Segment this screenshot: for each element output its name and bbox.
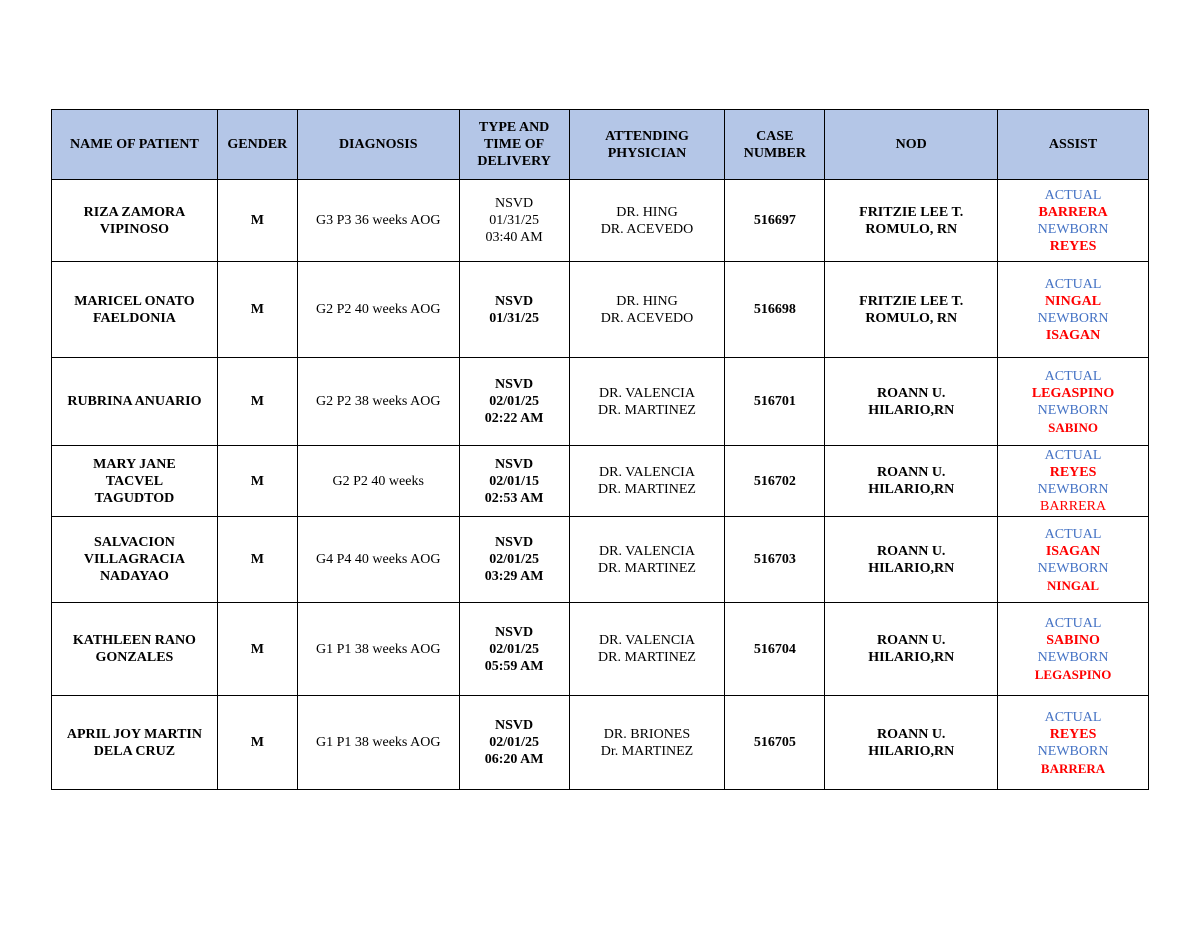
diagnosis-cell: G2 P2 38 weeks AOG [297, 358, 459, 446]
nod-line: HILARIO,RN [868, 402, 955, 418]
patient-name-cell [52, 603, 218, 696]
delivery-log-table [51, 109, 1149, 790]
nod-line: HILARIO,RN [868, 743, 955, 759]
delivery-type: NSVD [495, 456, 534, 472]
physician-line: DR. MARTINEZ [598, 650, 696, 665]
diagnosis-cell: G3 P3 36 weeks AOG [297, 180, 459, 262]
delivery-time: 02:22 AM [484, 411, 544, 426]
assist-newborn-label: NEWBORN [1037, 402, 1109, 418]
nod-cell [825, 517, 998, 603]
nod-line: HILARIO,RN [868, 560, 955, 576]
assist-cell [998, 262, 1149, 358]
assist-actual-name: SABINO [1046, 633, 1100, 648]
assist-actual-name: ISAGAN [1045, 543, 1101, 559]
delivery-date: 02/01/15 [489, 473, 539, 489]
delivery-cell [459, 446, 569, 517]
nod-cell [825, 603, 998, 696]
delivery-date: 02/01/25 [489, 641, 539, 657]
table-row [52, 517, 1149, 603]
header-physician-line: PHYSICIAN [607, 145, 687, 161]
patient-name-line: MARICEL ONATO [74, 293, 195, 309]
delivery-type: NSVD [495, 196, 534, 211]
case-number-cell: 516705 [725, 696, 825, 790]
delivery-type: NSVD [495, 624, 534, 640]
gender-cell: M [217, 517, 297, 603]
patient-name-line: FAELDONIA [92, 310, 176, 326]
patient-name-line: RIZA ZAMORA [83, 204, 186, 220]
assist-actual-label: ACTUAL [1044, 448, 1102, 463]
table-header-row [52, 110, 1149, 180]
assist-actual-label: ACTUAL [1044, 368, 1102, 384]
header-name-of-patient: NAME OF PATIENT [52, 110, 218, 180]
patient-name-line: APRIL JOY MARTIN [66, 726, 202, 742]
assist-actual-name: NINGAL [1045, 293, 1102, 309]
physician-line: DR. VALENCIA [599, 385, 695, 401]
diagnosis-cell: G2 P2 40 weeks [297, 446, 459, 517]
assist-cell [998, 517, 1149, 603]
nod-line: ROMULO, RN [865, 310, 958, 326]
physician-line: DR. BRIONES [603, 726, 691, 742]
assist-newborn-name: ISAGAN [1045, 327, 1101, 343]
physician-line: DR. ACEVEDO [600, 221, 694, 237]
assist-actual-label: ACTUAL [1044, 709, 1102, 725]
assist-newborn-label: NEWBORN [1037, 743, 1109, 759]
patient-name-cell [52, 180, 218, 262]
nod-line: FRITZIE LEE T. [859, 293, 964, 309]
assist-newborn-name: SABINO [1048, 419, 1098, 435]
assist-newborn-name: BARRERA [1039, 499, 1107, 514]
delivery-date: 01/31/25 [489, 213, 539, 228]
physician-cell [569, 517, 725, 603]
header-assist: ASSIST [998, 110, 1149, 180]
physician-cell [569, 446, 725, 517]
assist-cell [998, 446, 1149, 517]
assist-cell [998, 696, 1149, 790]
physician-cell [569, 696, 725, 790]
patient-name-line: MARY JANE [93, 456, 176, 472]
assist-actual-label: ACTUAL [1044, 526, 1102, 542]
case-number-cell: 516697 [725, 180, 825, 262]
diagnosis-cell: G1 P1 38 weeks AOG [297, 696, 459, 790]
delivery-cell [459, 603, 569, 696]
case-number-cell: 516704 [725, 603, 825, 696]
assist-newborn-label: NEWBORN [1037, 650, 1109, 665]
nod-line: ROANN U. [876, 385, 946, 401]
delivery-time: 05:59 AM [484, 658, 544, 674]
physician-line: DR. MARTINEZ [598, 560, 696, 576]
patient-name-line: GONZALES [95, 650, 174, 665]
delivery-cell [459, 180, 569, 262]
assist-cell [998, 603, 1149, 696]
patient-name-cell [52, 358, 218, 446]
patient-name-cell [52, 696, 218, 790]
patient-name-line: VIPINOSO [99, 221, 170, 237]
delivery-time: 06:20 AM [484, 752, 544, 767]
header-attending-physician [569, 110, 725, 180]
header-physician-line: ATTENDING [605, 128, 689, 144]
delivery-date: 01/31/25 [489, 310, 539, 326]
assist-newborn-name: BARRERA [1040, 760, 1106, 776]
patient-name-cell [52, 262, 218, 358]
header-nod: NOD [825, 110, 998, 180]
nod-cell [825, 262, 998, 358]
gender-cell: M [217, 696, 297, 790]
delivery-type: NSVD [495, 535, 534, 550]
physician-line: DR. HING [616, 204, 678, 220]
patient-name-line: VILLAGRACIA [83, 552, 185, 567]
delivery-type: NSVD [495, 718, 534, 733]
case-number-cell: 516702 [725, 446, 825, 517]
delivery-cell [459, 696, 569, 790]
nod-line: HILARIO,RN [868, 482, 955, 497]
patient-name-line: KATHLEEN RANO [72, 633, 196, 648]
table-row [52, 358, 1149, 446]
physician-line: DR. VALENCIA [599, 543, 695, 559]
assist-newborn-label: NEWBORN [1037, 560, 1109, 576]
nod-cell [825, 446, 998, 517]
physician-line: DR. VALENCIA [599, 465, 695, 480]
delivery-cell [459, 517, 569, 603]
diagnosis-cell: G1 P1 38 weeks AOG [297, 603, 459, 696]
delivery-time: 03:40 AM [485, 230, 543, 245]
patient-name-line: TAGUDTOD [94, 490, 175, 506]
header-case-line: CASE [756, 128, 794, 144]
assist-newborn-label: NEWBORN [1037, 310, 1109, 326]
case-number-cell: 516698 [725, 262, 825, 358]
assist-cell [998, 180, 1149, 262]
physician-line: DR. MARTINEZ [598, 402, 696, 418]
patient-name-cell [52, 517, 218, 603]
nod-line: ROANN U. [876, 543, 946, 559]
header-type-time-of-delivery [459, 110, 569, 180]
physician-line: DR. VALENCIA [599, 633, 695, 648]
nod-line: ROANN U. [876, 726, 946, 742]
table-row [52, 262, 1149, 358]
diagnosis-cell: G2 P2 40 weeks AOG [297, 262, 459, 358]
delivery-type: NSVD [495, 377, 534, 392]
assist-actual-name: REYES [1049, 465, 1097, 480]
nod-line: ROANN U. [876, 633, 946, 648]
assist-newborn-label: NEWBORN [1037, 482, 1109, 497]
assist-actual-name: REYES [1049, 726, 1097, 742]
nod-cell [825, 180, 998, 262]
physician-cell [569, 358, 725, 446]
assist-newborn-name: REYES [1049, 238, 1097, 254]
delivery-time: 02:53 AM [484, 490, 544, 506]
gender-cell: M [217, 358, 297, 446]
delivery-cell [459, 262, 569, 358]
header-delivery-line: DELIVERY [477, 154, 551, 169]
header-diagnosis: DIAGNOSIS [297, 110, 459, 180]
patient-name-cell [52, 446, 218, 517]
assist-actual-name: LEGASPINO [1031, 385, 1115, 401]
delivery-date: 02/01/25 [489, 735, 539, 750]
physician-line: DR. ACEVEDO [600, 310, 694, 326]
delivery-date: 02/01/25 [489, 552, 539, 567]
gender-cell: M [217, 446, 297, 517]
header-case-number [725, 110, 825, 180]
case-number-cell: 516701 [725, 358, 825, 446]
gender-cell: M [217, 603, 297, 696]
table-row [52, 696, 1149, 790]
table-row [52, 180, 1149, 262]
nod-cell [825, 358, 998, 446]
assist-newborn-name: LEGASPINO [1034, 667, 1112, 682]
physician-line: DR. MARTINEZ [598, 482, 696, 497]
assist-actual-label: ACTUAL [1044, 276, 1102, 292]
nod-line: FRITZIE LEE T. [859, 204, 964, 220]
physician-cell [569, 180, 725, 262]
patient-name-line: SALVACION [93, 535, 175, 550]
physician-cell [569, 262, 725, 358]
physician-line: Dr. MARTINEZ [600, 743, 694, 759]
table-row [52, 603, 1149, 696]
header-gender: GENDER [217, 110, 297, 180]
diagnosis-cell: G4 P4 40 weeks AOG [297, 517, 459, 603]
assist-newborn-label: NEWBORN [1037, 221, 1109, 237]
nod-line: ROANN U. [876, 465, 946, 480]
delivery-cell [459, 358, 569, 446]
case-number-cell: 516703 [725, 517, 825, 603]
header-case-line: NUMBER [743, 145, 806, 161]
physician-cell [569, 603, 725, 696]
header-delivery-line: TIME OF [483, 137, 545, 152]
header-delivery-line: TYPE AND [478, 120, 550, 135]
assist-actual-name: BARRERA [1038, 204, 1108, 220]
nod-cell [825, 696, 998, 790]
assist-newborn-name: NINGAL [1047, 577, 1100, 593]
patient-name-line: RUBRINA ANUARIO [67, 394, 202, 409]
nod-line: HILARIO,RN [868, 650, 955, 665]
table-row [52, 446, 1149, 517]
assist-actual-label: ACTUAL [1044, 187, 1102, 203]
delivery-date: 02/01/25 [489, 394, 539, 409]
assist-actual-label: ACTUAL [1044, 616, 1102, 631]
assist-cell [998, 358, 1149, 446]
patient-name-line: NADAYAO [99, 569, 169, 584]
gender-cell: M [217, 262, 297, 358]
delivery-time: 03:29 AM [484, 569, 544, 584]
delivery-type: NSVD [495, 293, 534, 309]
physician-line: DR. HING [616, 293, 678, 309]
nod-line: ROMULO, RN [865, 221, 958, 237]
patient-name-line: DELA CRUZ [93, 743, 176, 759]
patient-name-line: TACVEL [105, 473, 164, 489]
gender-cell: M [217, 180, 297, 262]
